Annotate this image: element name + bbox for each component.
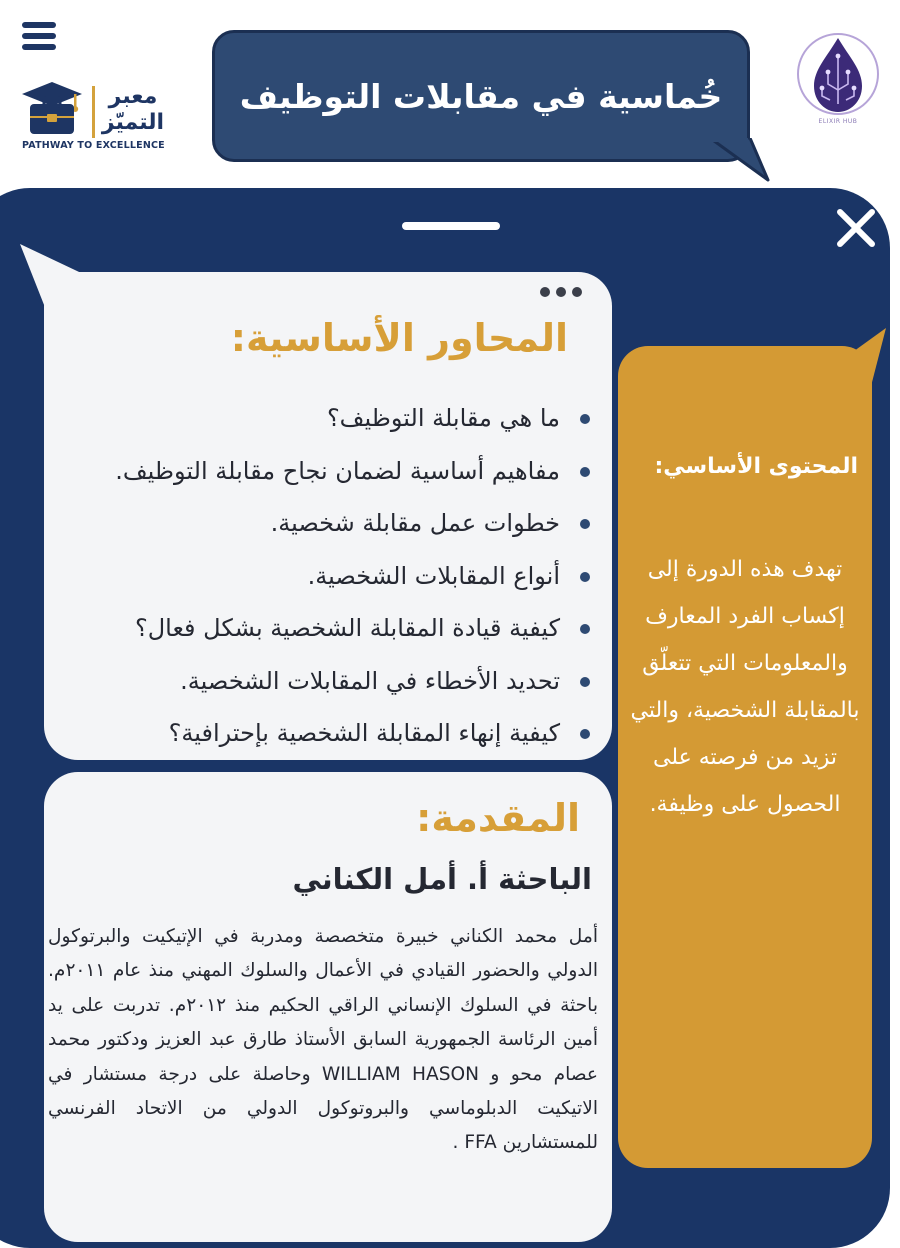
graduation-briefcase-icon [20, 80, 84, 138]
content-body: تهدف هذه الدورة إلى إكساب الفرد المعارف والمعلومات التي تتعلّق بالمقابلة الشخصية، والتي تزيد من فرصته على الحصول على وظيفة. [630, 557, 860, 817]
close-icon[interactable] [834, 206, 878, 250]
logo-right-caption: ELIXIR HUB [818, 118, 858, 125]
list-item [70, 550, 590, 603]
logo-line-1: معبر [108, 84, 158, 109]
intro-heading: المقدمة: [416, 796, 580, 840]
bullet-icon [580, 624, 590, 634]
logo-divider [92, 86, 95, 138]
content-heading: المحتوى الأساسي: [654, 454, 858, 479]
list-item [70, 655, 590, 708]
topics-heading: المحاور الأساسية: [230, 316, 568, 360]
list-item-text: خطوات عمل مقابلة شخصية. [270, 509, 560, 537]
list-item-text: مفاهيم أساسية لضمان نجاح مقابلة التوظيف. [115, 456, 560, 485]
page-title: خُماسية في مقابلات التوظيف [239, 76, 723, 116]
list-item-text: ما هي مقابلة التوظيف؟ [326, 404, 560, 432]
bullet-icon [580, 519, 590, 529]
list-item-text: تحديد الأخطاء في المقابلات الشخصية. [180, 666, 560, 695]
logo-line-2: التميّز [101, 110, 165, 135]
bullet-icon [580, 729, 590, 739]
menu-icon[interactable] [22, 22, 58, 56]
list-item [70, 602, 590, 655]
list-item [70, 497, 590, 550]
list-item [70, 445, 590, 498]
more-dots-icon[interactable] [540, 282, 590, 296]
bullet-icon [580, 677, 590, 687]
list-item [70, 392, 590, 445]
list-item [70, 707, 590, 760]
researcher-name: الباحثة أ. أمل الكناني [292, 862, 592, 896]
logo-text [98, 84, 168, 136]
list-item-text: كيفية قيادة المقابلة الشخصية بشكل فعال؟ [134, 614, 560, 642]
logo-tagline: PATHWAY TO EXCELLENCE [22, 140, 165, 151]
drag-handle[interactable] [402, 222, 500, 230]
drop-circuit-icon [796, 28, 880, 124]
topics-list [70, 392, 590, 760]
bullet-icon [580, 572, 590, 582]
bullet-icon [580, 414, 590, 424]
bullet-icon [580, 467, 590, 477]
list-item-text: كيفية إنهاء المقابلة الشخصية بإحترافية؟ [168, 719, 560, 747]
researcher-bio: أمل محمد الكناني خبيرة متخصصة ومدربة في الإتيكيت والبرتوكول الدولي والحضور القيادي في الأعمال والسلوك المهني منذ عام ٢٠١١م. باحثة في السلوك الإنساني الراقي الحكيم منذ ٢٠١٢م. تدربت على يد أمين الرئاسة الجمهورية السابق الأستاذ طارق عبد العزيز ودكتور محمد عصام محو و WILLIAM HASON وحاصلة على درجة مستشار في الاتيكيت الدبلوماسي والبروتوكول الدولي من الاتحاد الفرنسي للمستشارين FFA . [48, 926, 599, 1154]
list-item-text: أنواع المقابلات الشخصية. [307, 561, 560, 590]
